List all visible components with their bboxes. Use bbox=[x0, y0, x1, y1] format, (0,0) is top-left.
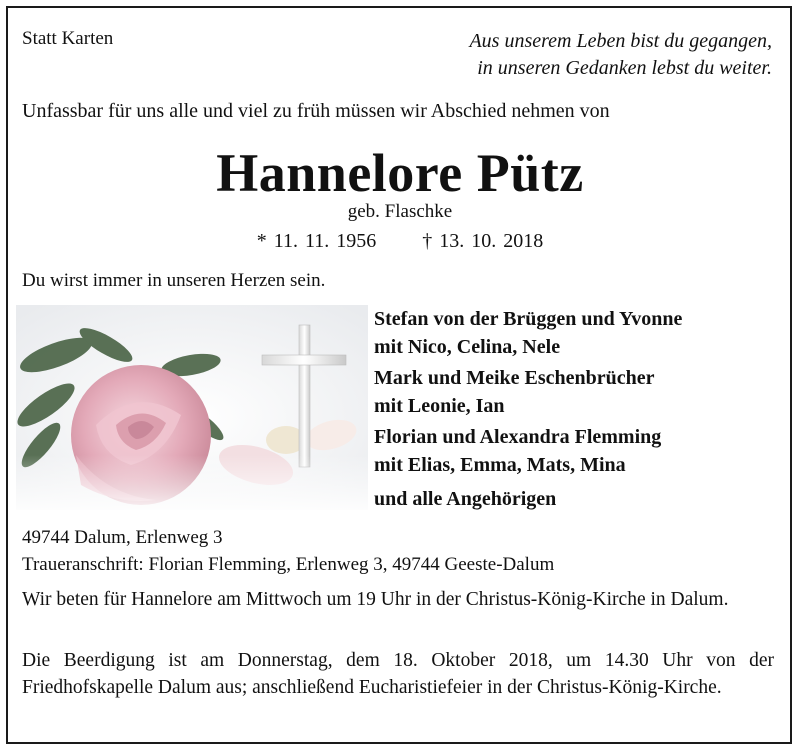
statt-karten-label: Statt Karten bbox=[22, 28, 114, 49]
family-block bbox=[374, 423, 682, 479]
birth-name: geb. Flaschke bbox=[347, 201, 453, 222]
intro-text: Unfassbar für uns alle und viel zu früh müssen wir Abschied nehmen von bbox=[22, 100, 610, 122]
mourning-address: Traueranschrift: Florian Flemming, Erlenweg 3, 49744 Geeste-Dalum bbox=[22, 554, 555, 575]
family-line: Stefan von der Brüggen und Yvonne bbox=[374, 308, 683, 330]
funeral-paragraph: Die Beerdigung ist am Donnerstag, dem 18. Oktober 2018, um 14.30 Uhr von der Friedhofskapelle Dalum aus; anschließend Eucharistiefeier in der Christus-König-Kirche. bbox=[22, 650, 774, 698]
rose-and-cross-picture bbox=[16, 305, 368, 510]
birth-date: * 11. 11. 1956 bbox=[256, 230, 377, 252]
family-block bbox=[374, 485, 682, 513]
family-line: Florian und Alexandra Flemming bbox=[374, 426, 662, 448]
motto-line-2: in unseren Gedanken lebst du weiter. bbox=[477, 57, 772, 79]
family-block bbox=[374, 364, 682, 420]
motto-line-1: Aus unserem Leben bist du gegangen, bbox=[469, 30, 772, 52]
family-line: und alle Angehörigen bbox=[374, 488, 557, 510]
home-address: 49744 Dalum, Erlenweg 3 bbox=[22, 527, 223, 548]
life-dates bbox=[0, 230, 800, 253]
prayer-paragraph: Wir beten für Hannelore am Mittwoch um 19 Uhr in der Christus-König-Kirche in Dalum. bbox=[22, 589, 729, 610]
deceased-name: Hannelore Pütz bbox=[216, 143, 584, 203]
death-date: † 13. 10. 2018 bbox=[422, 230, 544, 252]
mourners-list bbox=[374, 305, 682, 516]
family-line: mit Leonie, Ian bbox=[374, 395, 505, 417]
family-line: Mark und Meike Eschenbrücher bbox=[374, 367, 655, 389]
family-line: mit Nico, Celina, Nele bbox=[374, 336, 561, 358]
family-block bbox=[374, 305, 682, 361]
family-line: mit Elias, Emma, Mats, Mina bbox=[374, 454, 626, 476]
address-block bbox=[22, 524, 554, 578]
motto bbox=[469, 28, 772, 82]
remembrance-line: Du wirst immer in unseren Herzen sein. bbox=[22, 270, 326, 291]
